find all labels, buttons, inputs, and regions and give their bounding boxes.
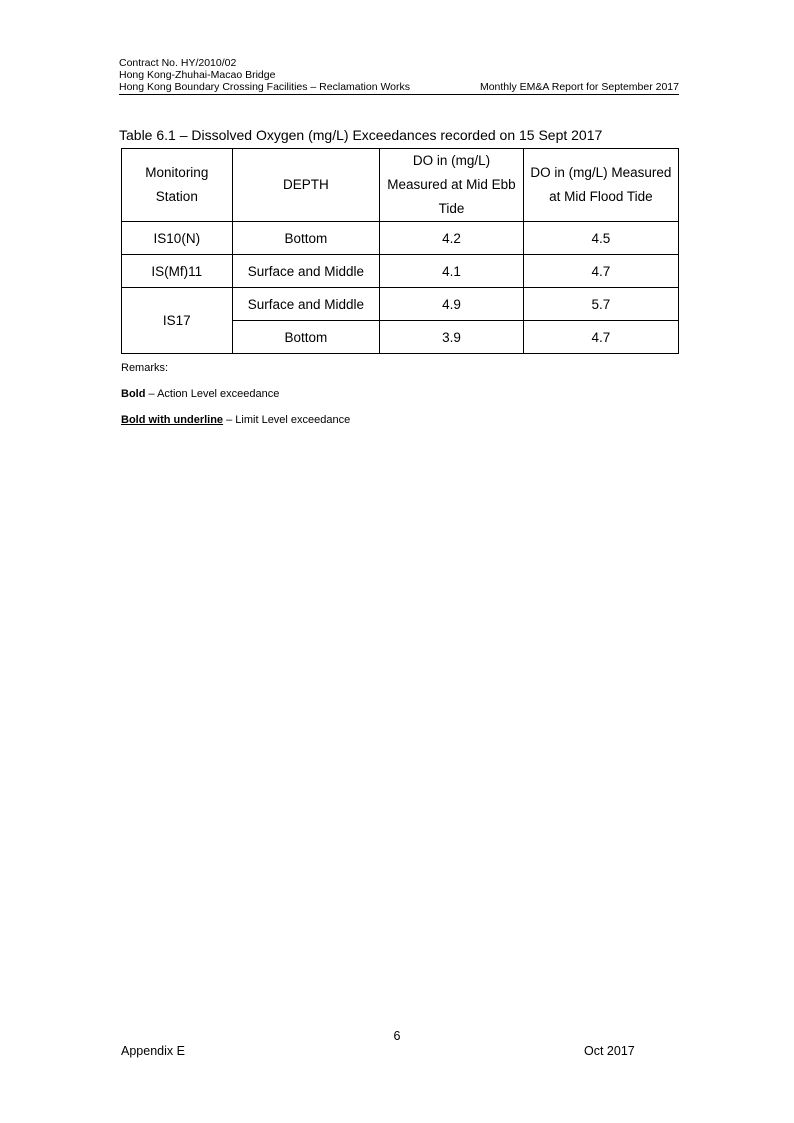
do-exceedance-table — [121, 148, 679, 354]
header-subtitle-row — [119, 81, 679, 95]
header-depth: DEPTH — [232, 149, 380, 222]
cell-do-ebb: 3.9 — [380, 321, 524, 354]
cell-do-ebb: 4.2 — [380, 222, 524, 255]
cell-do-ebb: 4.1 — [380, 255, 524, 288]
header-monitoring-station — [122, 149, 233, 222]
header-station-line1: Monitoring — [145, 165, 209, 180]
cell-do-flood: 5.7 — [523, 288, 678, 321]
cell-station: IS17 — [122, 288, 233, 354]
table-row — [122, 222, 679, 255]
header-report-title: Monthly EM&A Report for September 2017 — [479, 81, 679, 93]
remark-action-text: – Action Level exceedance — [145, 388, 280, 400]
remark-limit-text: – Limit Level exceedance — [223, 414, 351, 426]
cell-depth: Surface and Middle — [232, 255, 380, 288]
page-header — [119, 57, 679, 95]
cell-depth: Bottom — [232, 321, 380, 354]
header-flood-line1: DO in (mg/L) Measured — [530, 165, 672, 180]
header-do-mid-ebb — [380, 149, 524, 222]
header-contract-no: Contract No. HY/2010/02 — [119, 57, 237, 69]
cell-do-flood: 4.7 — [523, 321, 678, 354]
remark-limit-bold: Bold with underline — [121, 414, 224, 426]
cell-do-flood: 4.7 — [523, 255, 678, 288]
header-ebb-line2: Measured at Mid Ebb — [387, 177, 516, 192]
table-row — [122, 255, 679, 288]
cell-station: IS(Mf)11 — [122, 255, 233, 288]
footer-appendix: Appendix E — [121, 1044, 185, 1058]
table-row — [122, 288, 679, 321]
header-ebb-line3: Tide — [438, 201, 465, 216]
header-station-line2: Station — [155, 189, 198, 204]
table-header-row — [122, 149, 679, 222]
cell-do-ebb: 4.9 — [380, 288, 524, 321]
header-works-name: Hong Kong Boundary Crossing Facilities – Reclamation Works — [119, 81, 411, 93]
table-caption: Table 6.1 – Dissolved Oxygen (mg/L) Exceedances recorded on 15 Sept 2017 — [119, 127, 603, 143]
cell-do-flood: 4.5 — [523, 222, 678, 255]
header-flood-line2: at Mid Flood Tide — [549, 189, 653, 204]
header-do-mid-flood — [523, 149, 678, 222]
remark-action-bold: Bold — [121, 388, 146, 400]
remarks-title: Remarks: — [121, 362, 169, 374]
page-number: 6 — [393, 1029, 401, 1043]
remark-limit-level — [121, 414, 350, 426]
cell-depth: Surface and Middle — [232, 288, 380, 321]
header-ebb-line1: DO in (mg/L) — [412, 153, 491, 168]
cell-depth: Bottom — [232, 222, 380, 255]
header-project-name: Hong Kong-Zhuhai-Macao Bridge — [119, 69, 276, 81]
cell-station: IS10(N) — [122, 222, 233, 255]
footer-date: Oct 2017 — [584, 1044, 635, 1058]
remark-action-level — [121, 388, 279, 400]
